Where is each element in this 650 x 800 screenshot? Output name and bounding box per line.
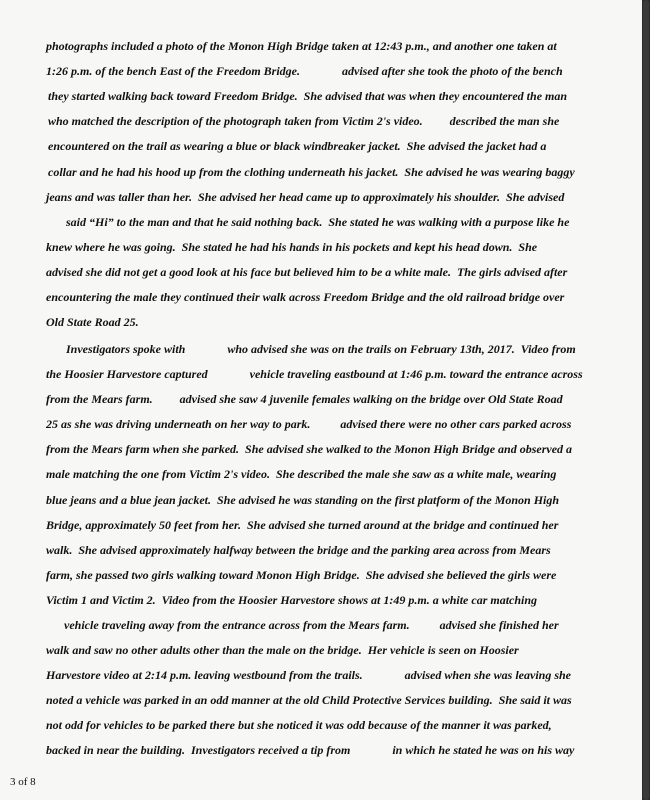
- text-line: vehicle traveling away from the entrance across from the Mears farm. advised she finished her: [64, 618, 559, 632]
- text-line: encountering the male they continued their walk across Freedom Bridge and the old railroad bridge over: [46, 290, 565, 304]
- text-line: encountered on the trail as wearing a blue or black windbreaker jacket. She advised the jacket had a: [48, 139, 547, 153]
- text-line: jeans and was taller than her. She advised her head came up to approximately his shoulder. She advised: [46, 190, 565, 204]
- text-line: Harvestore video at 2:14 p.m. leaving westbound from the trails. advised when she was leaving she: [46, 668, 571, 682]
- text-line: Bridge, approximately 50 feet from her. She advised she turned around at the bridge and continued her: [46, 518, 559, 532]
- text-line: backed in near the building. Investigators received a tip from in which he stated he was on his way: [46, 743, 575, 757]
- text-line: they started walking back toward Freedom Bridge. She advised that was when they encountered the man: [48, 89, 568, 103]
- text-line: not odd for vehicles to be parked there but she noticed it was odd because of the manner it was parked,: [46, 718, 552, 732]
- text-line: walk. She advised approximately halfway between the bridge and the parking area across from Mears: [46, 543, 551, 557]
- text-line: farm, she passed two girls walking toward Monon High Bridge. She advised she believed the girls were: [46, 568, 557, 582]
- text-line: 25 as she was driving underneath on her way to park. advised there were no other cars parked across: [46, 417, 572, 431]
- text-line: from the Mears farm when she parked. She advised she walked to the Monon High Bridge and observed a: [46, 442, 573, 456]
- text-line: photographs included a photo of the Monon High Bridge taken at 12:43 p.m., and another one taken at: [46, 39, 557, 53]
- page-number: 3 of 8: [10, 776, 36, 788]
- text-line: noted a vehicle was parked in an odd manner at the old Child Protective Services building. She said it was: [46, 693, 572, 707]
- text-line: collar and he had his hood up from the clothing underneath his jacket. She advised he was wearing baggy: [48, 165, 575, 179]
- text-line: walk and saw no other adults other than the male on the bridge. Her vehicle is seen on Hoosier: [46, 643, 519, 657]
- text-line: Investigators spoke with who advised she was on the trails on February 13th, 2017. Video from: [66, 342, 576, 356]
- scrollbar[interactable]: [642, 0, 650, 800]
- text-line: advised she did not get a good look at his face but believed him to be a white male. The girls advised after: [46, 265, 568, 279]
- text-line: from the Mears farm. advised she saw 4 juvenile females walking on the bridge over Old State Road: [46, 392, 563, 406]
- text-line: male matching the one from Victim 2's video. She described the male she saw as a white male, wearing: [46, 467, 557, 481]
- text-line: 1:26 p.m. of the bench East of the Freedom Bridge. advised after she took the photo of the bench: [46, 64, 563, 78]
- text-line: Old State Road 25.: [46, 315, 139, 329]
- text-line: who matched the description of the photograph taken from Victim 2's video. described the man she: [48, 114, 560, 128]
- text-line: blue jeans and a blue jean jacket. She advised he was standing on the first platform of the Monon High: [46, 493, 560, 507]
- text-line: the Hoosier Harvestore captured vehicle traveling eastbound at 1:46 p.m. toward the entrance across: [46, 367, 583, 381]
- text-line: knew where he was going. She stated he had his hands in his pockets and kept his head down. She: [46, 240, 538, 254]
- scrollbar-thumb[interactable]: [643, 0, 649, 800]
- text-line: Victim 1 and Victim 2. Video from the Hoosier Harvestore shows at 1:49 p.m. a white car matching: [46, 593, 538, 607]
- text-line: said “Hi” to the man and that he said nothing back. She stated he was walking with a purpose like he: [66, 215, 570, 229]
